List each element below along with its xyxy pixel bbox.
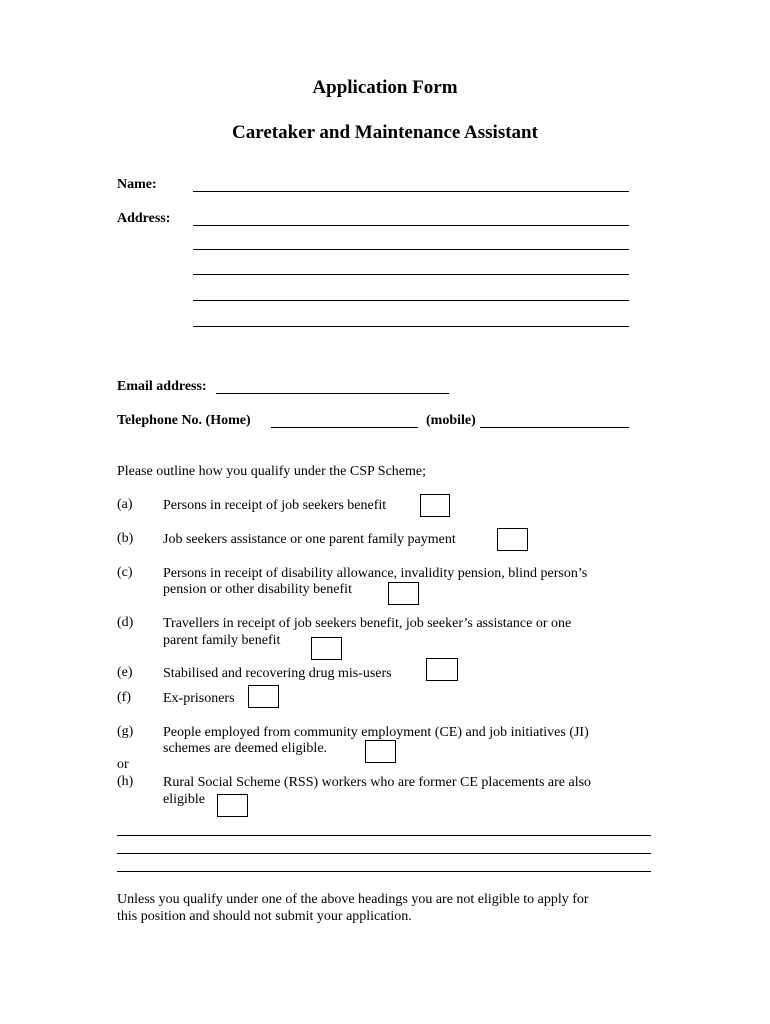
option-e-checkbox[interactable] — [426, 658, 458, 681]
option-g-text-line2: schemes are deemed eligible. — [163, 741, 328, 756]
option-g-checkbox[interactable] — [365, 740, 396, 763]
option-g-text-line1: People employed from community employment (CE) and job initiatives (JI) — [163, 725, 589, 740]
eligibility-notice-line2: this position and should not submit your application. — [117, 909, 412, 924]
address-line-1[interactable] — [193, 225, 629, 226]
name-field[interactable] — [193, 191, 629, 192]
address-line-4[interactable] — [193, 300, 629, 301]
option-f-letter: (f) — [117, 690, 131, 705]
option-b-text: Job seekers assistance or one parent family payment — [163, 532, 456, 547]
option-d-checkbox[interactable] — [311, 637, 342, 660]
comment-line-3[interactable] — [117, 871, 651, 872]
option-e-text: Stabilised and recovering drug mis-users — [163, 666, 392, 681]
option-c-text-line1: Persons in receipt of disability allowance, invalidity pension, blind person’s — [163, 566, 588, 581]
telephone-mobile-field[interactable] — [480, 427, 629, 428]
eligibility-notice-line1: Unless you qualify under one of the above headings you are not eligible to apply for — [117, 892, 589, 907]
page-title: Application Form — [312, 77, 458, 98]
option-a-checkbox[interactable] — [420, 494, 450, 517]
telephone-mobile-label: (mobile) — [426, 413, 476, 428]
or-label: or — [117, 757, 129, 772]
option-c-checkbox[interactable] — [388, 582, 419, 605]
option-a-text: Persons in receipt of job seekers benefit — [163, 498, 387, 513]
telephone-home-field[interactable] — [271, 427, 418, 428]
address-line-2[interactable] — [193, 249, 629, 250]
option-b-letter: (b) — [117, 531, 134, 546]
option-d-text-line1: Travellers in receipt of job seekers benefit, job seeker’s assistance or one — [163, 616, 572, 631]
option-e-letter: (e) — [117, 665, 133, 680]
page-subtitle: Caretaker and Maintenance Assistant — [232, 122, 538, 143]
option-f-checkbox[interactable] — [248, 685, 279, 708]
comment-line-2[interactable] — [117, 853, 651, 854]
option-g-letter: (g) — [117, 724, 134, 739]
option-h-text-line1: Rural Social Scheme (RSS) workers who are former CE placements are also — [163, 775, 592, 790]
option-d-text-line2: parent family benefit — [163, 633, 281, 648]
option-h-text-line2: eligible — [163, 792, 205, 807]
address-line-5[interactable] — [193, 326, 629, 327]
address-label: Address: — [117, 211, 171, 226]
option-c-text-line2: pension or other disability benefit — [163, 582, 352, 597]
comment-line-1[interactable] — [117, 835, 651, 836]
email-label: Email address: — [117, 379, 207, 394]
address-line-3[interactable] — [193, 274, 629, 275]
option-d-letter: (d) — [117, 615, 134, 630]
email-field[interactable] — [216, 393, 449, 394]
option-c-letter: (c) — [117, 565, 133, 580]
option-f-text: Ex-prisoners — [163, 691, 235, 706]
qualification-intro: Please outline how you qualify under the CSP Scheme; — [117, 464, 426, 479]
option-b-checkbox[interactable] — [497, 528, 528, 551]
name-label: Name: — [117, 177, 157, 192]
option-h-checkbox[interactable] — [217, 794, 248, 817]
telephone-home-label: Telephone No. (Home) — [117, 413, 251, 428]
option-h-letter: (h) — [117, 774, 134, 789]
option-a-letter: (a) — [117, 497, 133, 512]
